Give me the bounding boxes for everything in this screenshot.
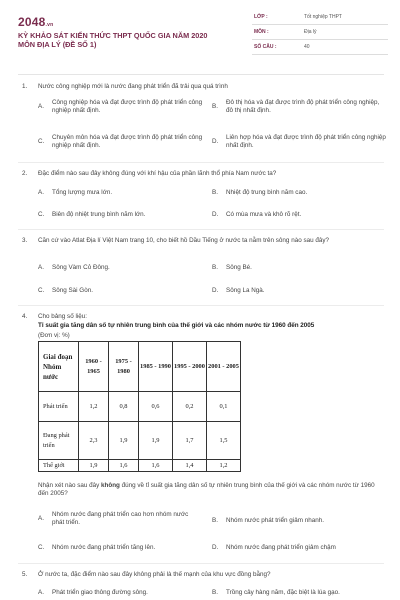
table-header-cell: 2001 - 2005 (207, 342, 241, 392)
exam-header (18, 10, 384, 66)
option-text: Phát triển giao thông đường sông. (52, 589, 148, 596)
option-letter: A. (38, 515, 44, 522)
option-letter: A. (38, 103, 44, 110)
table-cell: 1,9 (109, 422, 139, 460)
exam-title (18, 31, 243, 49)
option-text: Sông La Ngà. (226, 287, 265, 294)
meta-value: Tốt nghiệp THPT (304, 14, 342, 20)
option-letter: D. (212, 287, 219, 294)
table-cell: 1,7 (173, 422, 207, 460)
option-letter: A. (38, 189, 44, 196)
option-letter: B. (212, 589, 218, 596)
question-text: Đặc điểm nào sau đây không đúng với khí hậu của phần lãnh thổ phía Nam nước ta? (38, 170, 277, 177)
question-divider (18, 162, 384, 163)
question-text: Cho bảng số liệu: (38, 313, 88, 320)
option-text: Sông Sài Gòn. (52, 287, 93, 294)
option-text: Sông Bé. (226, 264, 252, 271)
table-row (39, 460, 241, 472)
table-cell: 0,1 (207, 392, 241, 422)
meta-row-subject (252, 25, 388, 40)
question-text: Nước công nghiệp mới là nước đang phát triển đã trải qua quá trình (38, 83, 228, 90)
question-number: 1. (22, 83, 28, 90)
option-letter: B. (212, 264, 218, 271)
population-growth-table (38, 341, 241, 472)
option-letter: D. (212, 544, 219, 551)
header-divider (18, 74, 384, 75)
table-cell: 1,6 (109, 460, 139, 472)
option-text: Trồng cây hàng năm, đặc biệt là lúa gạo. (226, 589, 340, 596)
table-cell: 1,9 (79, 460, 109, 472)
option-letter: C. (38, 287, 45, 294)
question-divider (18, 229, 384, 230)
table-title: Tỉ suất gia tăng dân số tự nhiên trung bình của thế giới và các nhóm nước từ 1960 đến 2005 (38, 322, 315, 329)
meta-row-count (252, 40, 388, 55)
question-number: 2. (22, 170, 28, 177)
question-text: Căn cứ vào Atlat Địa lí Việt Nam trang 10, cho biết hồ Dầu Tiếng ở nước ta nằm trên sông nào sau đây? (38, 237, 330, 244)
data-table-wrap (38, 341, 241, 472)
option-text: Đô thị hóa và đạt được trình độ phát triển công nghiệp, đô thị nhất định. (226, 99, 380, 114)
table-header-cell: 1985 - 1990 (139, 342, 173, 392)
table-cell: 1,2 (207, 460, 241, 472)
option-text: Liên hợp hóa và đạt được trình độ phát triển công nghiệp nhất định. (226, 134, 386, 149)
option-letter: C. (38, 138, 45, 145)
question-number: 4. (22, 313, 28, 320)
table-cell: 1,4 (173, 460, 207, 472)
site-logo[interactable]: 2048.vn (18, 15, 54, 29)
table-row (39, 392, 241, 422)
table-header-cell: 1975 - 1980 (109, 342, 139, 392)
table-row-label: Đang phát triển (39, 422, 79, 460)
option-text: Biên độ nhiệt trung bình năm lớn. (52, 211, 146, 218)
exam-title-line2: MÔN ĐỊA LÝ (ĐỀ SỐ 1) (18, 40, 97, 49)
option-text: Nhóm nước đang phát triển giảm chậm (226, 544, 336, 551)
option-letter: B. (212, 189, 218, 196)
question-divider (18, 563, 384, 564)
table-cell: 0,6 (139, 392, 173, 422)
option-text: Chuyên môn hóa và đạt được trình độ phát triển công nghiệp nhất định. (52, 134, 203, 149)
meta-label: MÔN : (254, 29, 269, 35)
option-letter: D. (212, 138, 219, 145)
option-text: Tổng lượng mưa lớn. (52, 189, 113, 196)
exam-title-line1: KỲ KHẢO SÁT KIẾN THỨC THPT QUỐC GIA NĂM 2020 (18, 31, 208, 40)
meta-label: LỚP : (254, 14, 268, 20)
meta-value: Địa lý (304, 29, 317, 35)
table-cell: 1,9 (139, 422, 173, 460)
option-letter: B. (212, 517, 218, 524)
logo-tld: .vn (45, 22, 54, 28)
option-text: Nhóm nước phát triển giảm nhanh. (226, 517, 324, 524)
option-text: Công nghiệp hóa và đạt được trình độ phát triển công nghiệp nhất định. (52, 99, 203, 114)
table-cell: 1,5 (207, 422, 241, 460)
meta-label: SỐ CÂU : (254, 44, 277, 50)
table-row (39, 422, 241, 460)
table-header-row (39, 342, 241, 392)
table-cell: 0,8 (109, 392, 139, 422)
question-4-stem: Nhận xét nào sau đây không đúng về tỉ suất gia tăng dân số tự nhiên trung bình của thế giới và các nhóm nước từ 1960 đến 2005? (38, 482, 375, 497)
table-header-cell: Giai đoạn Nhóm nước (39, 342, 79, 392)
meta-value: 40 (304, 44, 310, 50)
option-letter: A. (38, 589, 44, 596)
table-cell: 2,3 (79, 422, 109, 460)
table-header-cell: 1960 - 1965 (79, 342, 109, 392)
option-letter: C. (38, 544, 45, 551)
table-cell: 1,2 (79, 392, 109, 422)
table-cell: 0,2 (173, 392, 207, 422)
table-cell: 1,6 (139, 460, 173, 472)
option-text: Sông Vàm Cỏ Đông. (52, 264, 110, 271)
table-row-label: Phát triển (39, 392, 79, 422)
exam-meta (252, 10, 388, 55)
table-header-cell: 1995 - 2000 (173, 342, 207, 392)
option-text: Nhóm nước đang phát triển cao hơn nhóm nước phát triển. (52, 511, 189, 526)
table-row-label: Thế giới (39, 460, 79, 472)
option-letter: D. (212, 211, 219, 218)
question-number: 3. (22, 237, 28, 244)
option-text: Nhóm nước đang phát triển tăng lên. (52, 544, 156, 551)
question-number: 5. (22, 571, 28, 578)
option-text: Nhiệt độ trung bình năm cao. (226, 189, 308, 196)
option-letter: A. (38, 264, 44, 271)
option-letter: B. (212, 103, 218, 110)
table-unit: (Đơn vị: %) (38, 332, 70, 339)
option-letter: C. (38, 211, 45, 218)
meta-row-class (252, 10, 388, 25)
question-text: Ở nước ta, đặc điểm nào sau đây không phải là thế mạnh của khu vực đồng bằng? (38, 571, 271, 578)
question-divider (18, 305, 384, 306)
option-text: Có mùa mưa và khô rõ rệt. (226, 211, 302, 218)
stem-emphasis: không (101, 482, 120, 489)
